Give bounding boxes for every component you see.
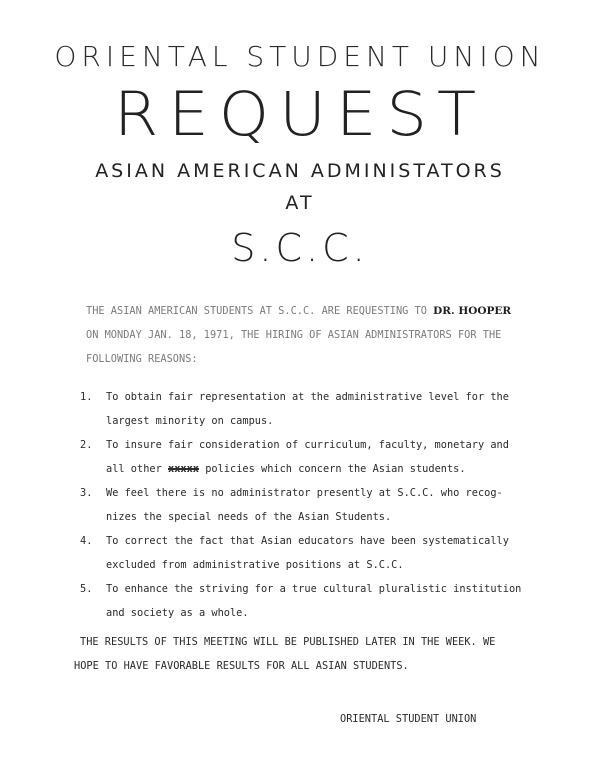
reason-5-text-1: To enhance the striving for a true cultural pluralistic institution — [106, 583, 522, 595]
signature: ORIENTAL STUDENT UNION — [340, 713, 477, 725]
reason-5-line-1 — [80, 583, 521, 595]
reason-3-line-2: nizes the special needs of the Asian Students. — [106, 511, 392, 523]
reason-2-text-2-pre: all other — [106, 463, 162, 475]
intro-line-1-text: THE ASIAN AMERICAN STUDENTS AT S.C.C. ARE REQUESTING TO — [86, 305, 427, 317]
intro-line-2: ON MONDAY JAN. 18, 1971, THE HIRING OF ASIAN ADMINISTRATORS FOR THE — [86, 329, 502, 341]
at-heading: AT — [285, 192, 315, 214]
reason-1-number: 1. — [80, 391, 93, 403]
reason-3-text-1: We feel there is no administrator presently at S.C.C. who recog- — [106, 487, 503, 499]
school-heading: S.C.C. — [231, 226, 369, 270]
reason-1-line-1 — [80, 391, 509, 403]
reason-1-text-1: To obtain fair representation at the administrative level for the — [106, 391, 509, 403]
reason-2-line-2 — [106, 463, 466, 475]
reason-4-text-1: To correct the fact that Asian educators have been systematically — [106, 535, 509, 547]
reason-3-line-1 — [80, 487, 503, 499]
reason-4-line-2: excluded from administrative positions at S.C.C. — [106, 559, 404, 571]
reason-2-text-2-post: policies which concern the Asian students. — [205, 463, 466, 475]
reason-5-line-2: and society as a whole. — [106, 607, 249, 619]
subtitle-heading: ASIAN AMERICAN ADMINISTATORS — [95, 160, 505, 182]
intro-line-1 — [86, 305, 511, 317]
organization-heading: ORIENTAL STUDENT UNION — [54, 40, 546, 73]
reason-1-line-2: largest minority on campus. — [106, 415, 274, 427]
reason-3-number: 3. — [80, 487, 93, 499]
closing-line-2: HOPE TO HAVE FAVORABLE RESULTS FOR ALL ASIAN STUDENTS. — [74, 660, 409, 672]
reason-2-line-1 — [80, 439, 509, 451]
closing-line-1: THE RESULTS OF THIS MEETING WILL BE PUBLISHED LATER IN THE WEEK. WE — [80, 636, 496, 648]
struck-out-word: xxxxx — [168, 463, 199, 475]
handwritten-note: DR. HOOPER — [433, 305, 512, 317]
request-title: REQUEST — [113, 79, 487, 151]
reason-4-number: 4. — [80, 535, 93, 547]
intro-line-3: FOLLOWING REASONS: — [86, 353, 198, 365]
reason-2-text-1: To insure fair consideration of curriculum, faculty, monetary and — [106, 439, 509, 451]
reason-5-number: 5. — [80, 583, 93, 595]
reason-2-number: 2. — [80, 439, 93, 451]
reason-4-line-1 — [80, 535, 509, 547]
